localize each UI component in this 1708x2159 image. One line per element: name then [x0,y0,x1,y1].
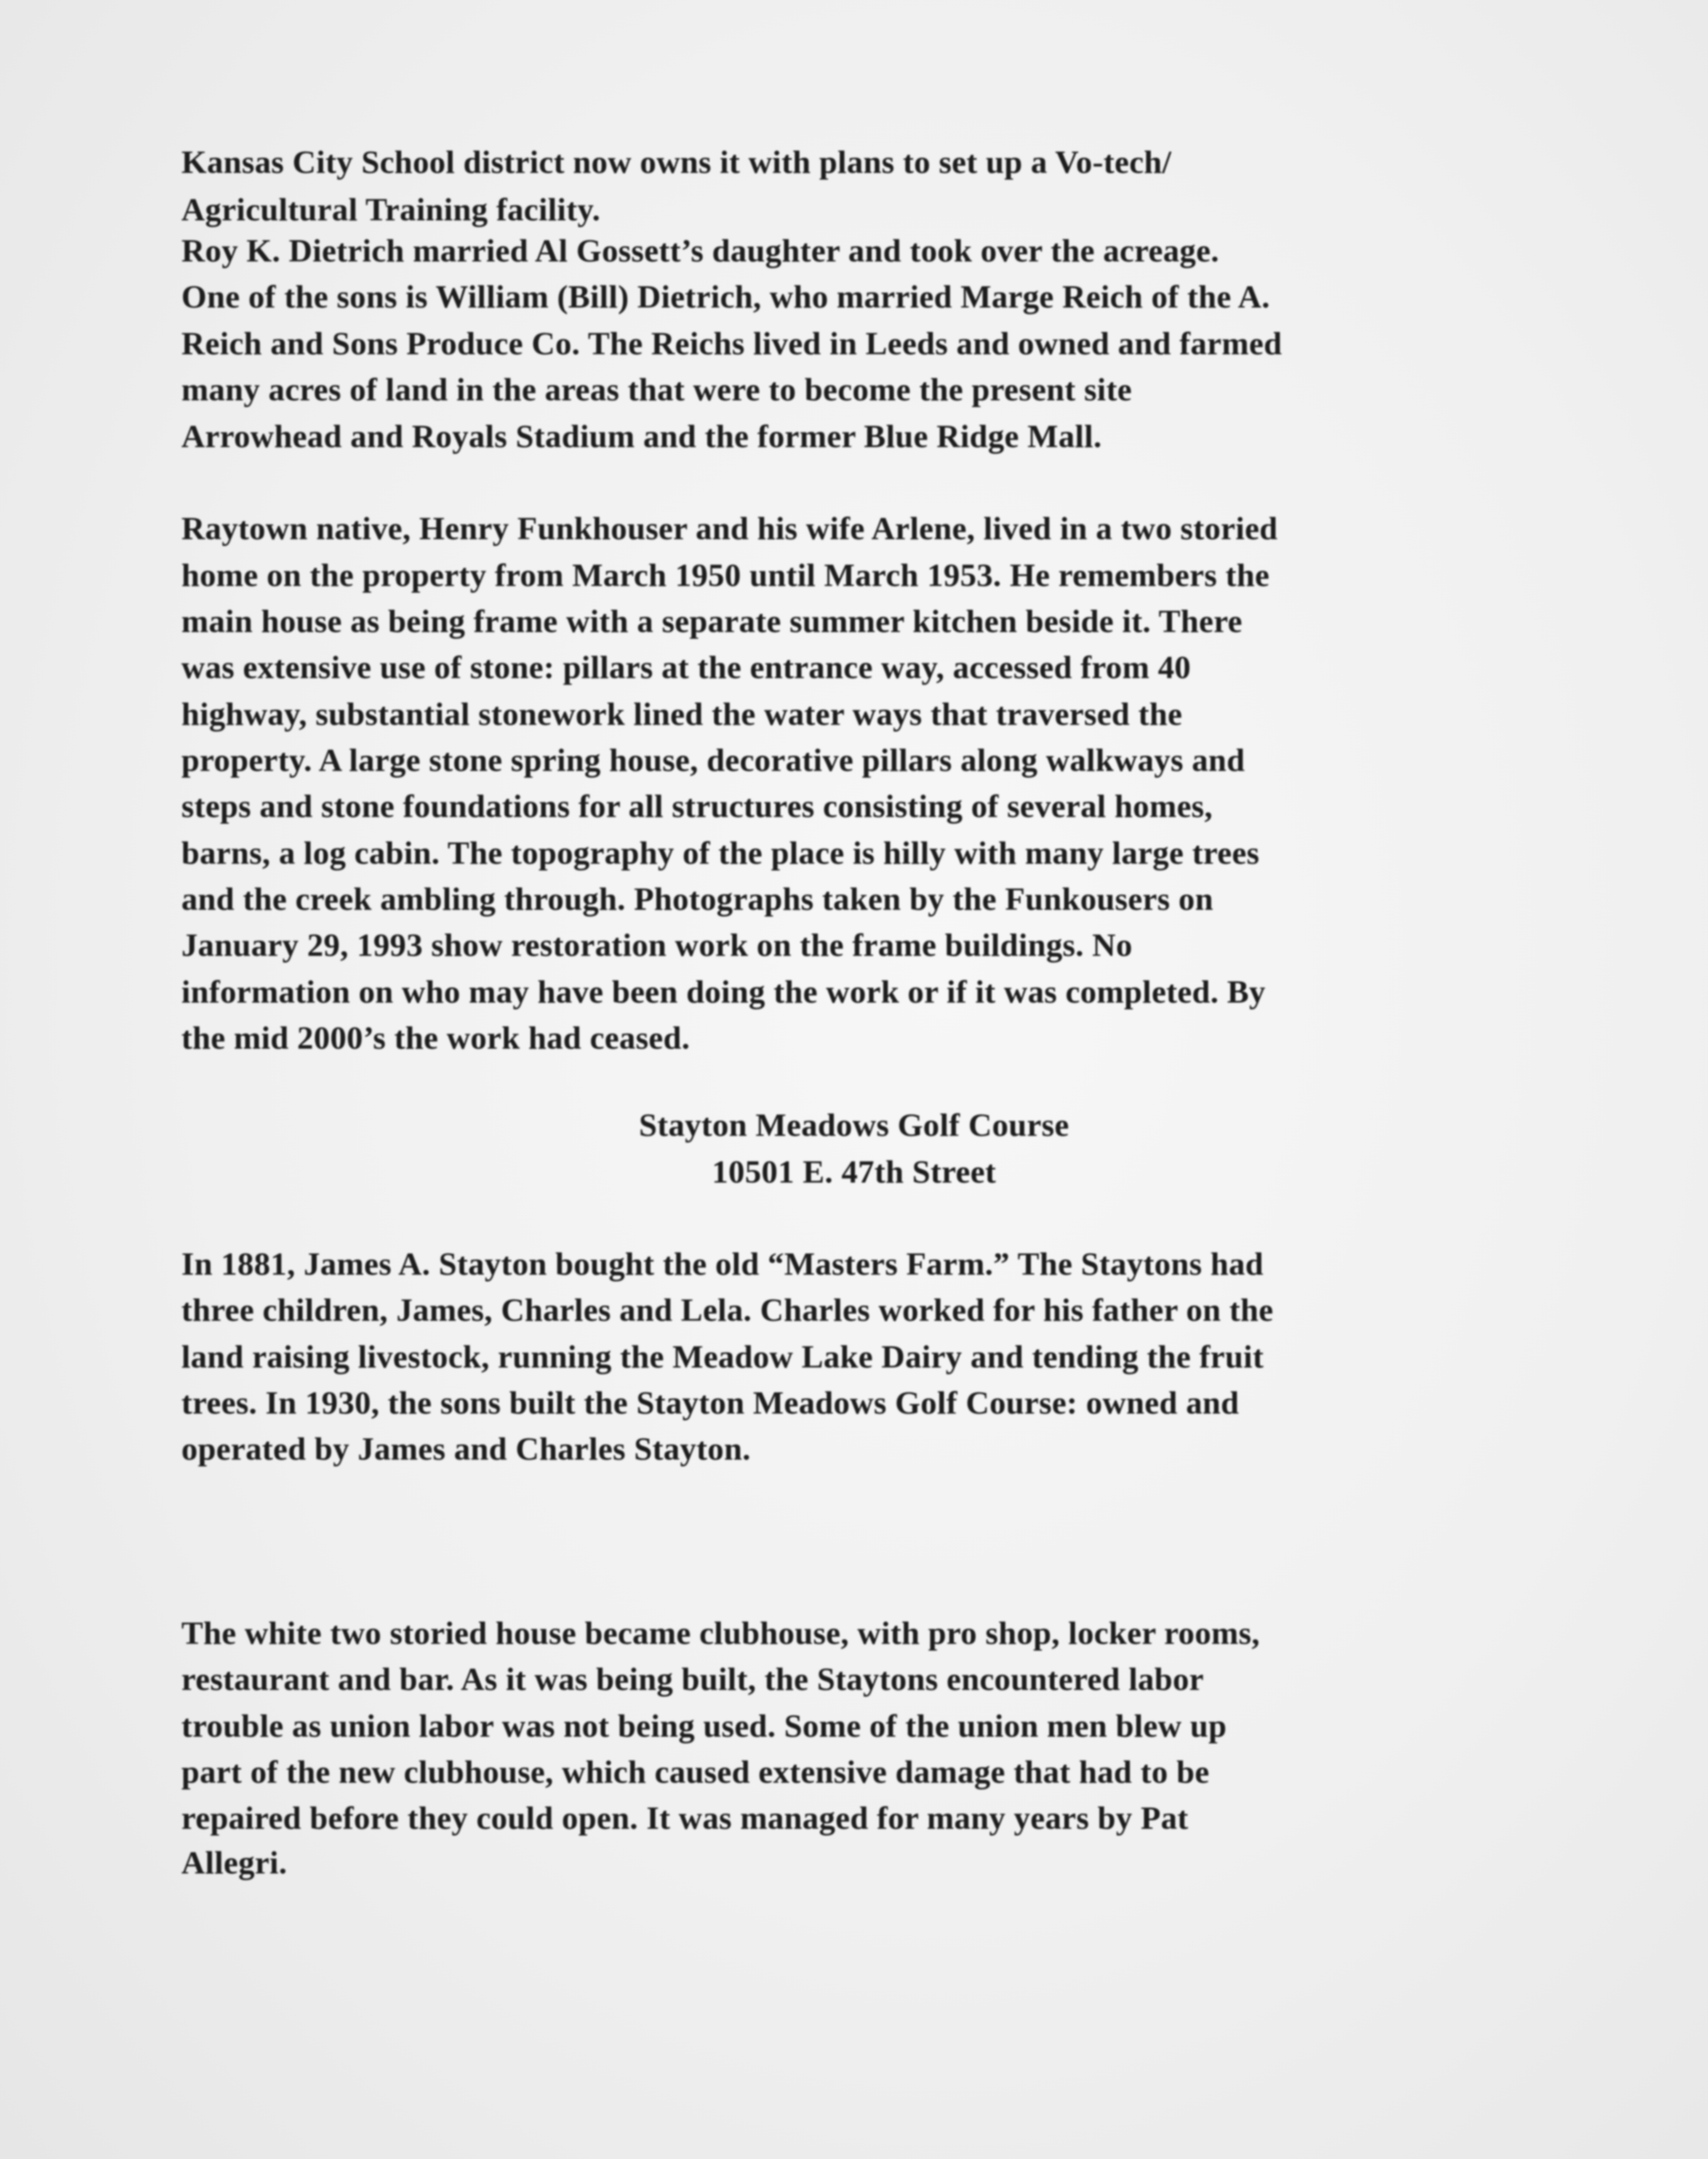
text-line: part of the new clubhouse, which caused extensive damage that had to be [181,1754,1210,1790]
text-line: and the creek ambling through. Photographs taken by the Funkousers on [181,881,1214,917]
text-line: Kansas City School district now owns it with plans to set up a Vo-tech/ [181,144,1172,180]
heading-address: 10501 E. 47th Street [711,1154,997,1190]
text-line: Roy K. Dietrich married Al Gossett’s daughter and took over the acreage. [181,232,1219,269]
text-line: the mid 2000’s the work had ceased. [181,1020,690,1056]
text-line: Reich and Sons Produce Co. The Reichs lived in Leeds and owned and farmed [181,325,1282,361]
text-line: information on who may have been doing the work or if it was completed. By [181,974,1266,1010]
text-line: operated by James and Charles Stayton. [181,1431,751,1467]
text-line: many acres of land in the areas that were to become the present site [181,371,1132,407]
text-line: three children, James, Charles and Lela. Charles worked for his father on the [181,1292,1274,1328]
text-line: repaired before they could open. It was managed for many years by Pat [181,1800,1189,1836]
text-line: barns, a log cabin. The topography of the place is hilly with many large trees [181,835,1260,871]
text-line: highway, substantial stonework lined the water ways that traversed the [181,696,1182,732]
text-line: Agricultural Training facility. [181,191,601,227]
text-line: restaurant and bar. As it was being built, the Staytons encountered labor [181,1661,1204,1697]
text-line: The white two storied house became clubhouse, with pro shop, locker rooms, [181,1615,1260,1651]
text-line: January 29, 1993 show restoration work on the frame buildings. No [181,927,1133,963]
text-line: home on the property from March 1950 until March 1953. He remembers the [181,557,1270,593]
text-line: main house as being frame with a separate summer kitchen beside it. There [181,603,1243,639]
text-line: Allegri. [181,1844,288,1881]
text-line: trouble as union labor was not being used. Some of the union men blew up [181,1708,1227,1744]
text-line: trees. In 1930, the sons built the Stayton Meadows Golf Course: owned and [181,1385,1240,1421]
text-line: property. A large stone spring house, decorative pillars along walkways and [181,742,1245,778]
text-line: steps and stone foundations for all structures consisting of several homes, [181,788,1213,824]
text-line: Raytown native, Henry Funkhouser and his wife Arlene, lived in a two storied [181,510,1278,546]
text-line: land raising livestock, running the Meadow Lake Dairy and tending the fruit [181,1338,1264,1375]
heading-title: Stayton Meadows Golf Course [638,1107,1070,1143]
text-line: Arrowhead and Royals Stadium and the former Blue Ridge Mall. [181,418,1102,454]
text-line: One of the sons is William (Bill) Dietrich, who married Marge Reich of the A. [181,278,1270,315]
text-line: In 1881, James A. Stayton bought the old “Masters Farm.” The Staytons had [181,1246,1264,1282]
text-line: was extensive use of stone: pillars at the entrance way, accessed from 40 [181,649,1192,685]
